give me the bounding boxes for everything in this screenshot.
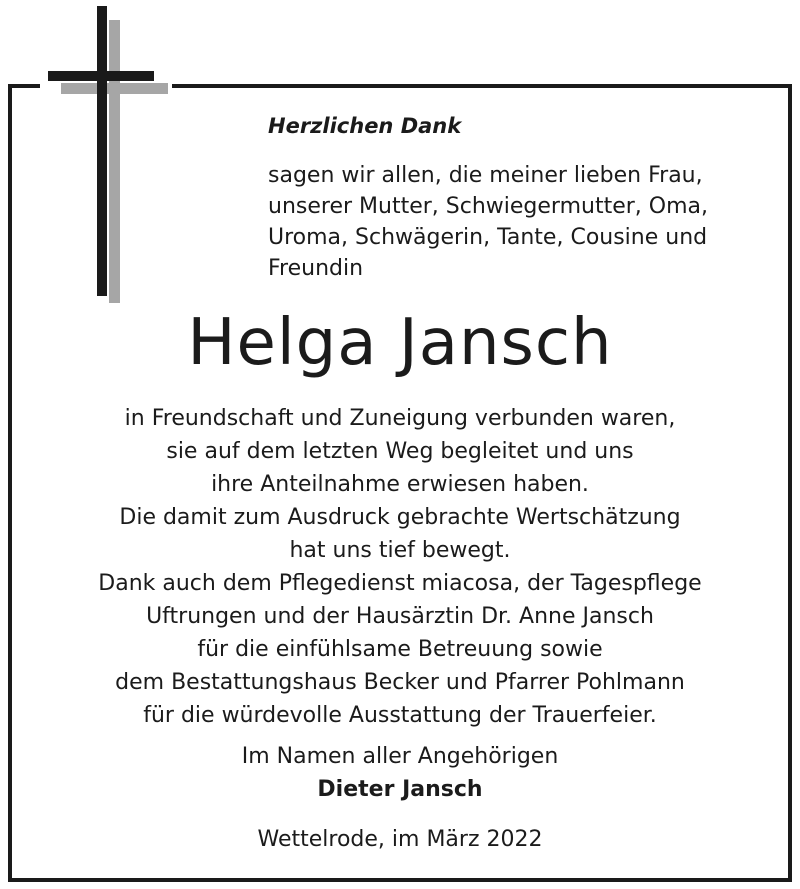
paragraph-line: Dank auch dem Pflegedienst miacosa, der Tagespflege (98, 571, 702, 596)
paragraph-line: in Freundschaft und Zuneigung verbunden waren, (124, 406, 676, 431)
paragraph-line: dem Bestattungshaus Becker und Pfarrer Pohlmann (115, 670, 685, 695)
paragraph-line: für die würdevolle Ausstattung der Trauerfeier. (143, 703, 657, 728)
signer-name: Dieter Jansch (317, 777, 483, 802)
paragraph-line: ihre Anteilnahme erwiesen haben. (211, 472, 589, 497)
intro-line: Freundin (268, 256, 364, 281)
sign-off: Im Namen aller Angehörigen (241, 744, 559, 769)
deceased-name: Helga Jansch (187, 306, 613, 380)
paragraph-line: für die einfühlsame Betreuung sowie (197, 637, 603, 662)
intro-line: unserer Mutter, Schwiegermutter, Oma, (268, 194, 708, 219)
paragraph-line: Die damit zum Ausdruck gebrachte Wertschätzung (119, 505, 681, 530)
intro-line: sagen wir allen, die meiner lieben Frau, (268, 163, 703, 188)
cross-shadow-vertical (109, 20, 120, 303)
heading: Herzlichen Dank (268, 114, 462, 138)
thanks-paragraph (0, 402, 800, 567)
acknowledgement-paragraph (0, 567, 800, 732)
cross-shadow-horizontal (61, 83, 168, 94)
cross-icon (0, 0, 180, 310)
paragraph-line: Uftrungen und der Hausärztin Dr. Anne Jansch (146, 604, 654, 629)
cross-vertical-bar (97, 6, 107, 296)
cross-horizontal-bar (48, 71, 154, 81)
intro-text (268, 160, 793, 284)
intro-line: Uroma, Schwägerin, Tante, Cousine und (268, 225, 708, 250)
paragraph-line: hat uns tief bewegt. (289, 538, 511, 563)
paragraph-line: sie auf dem letzten Weg begleitet und uns (166, 439, 634, 464)
signature-block (0, 740, 800, 806)
place-date: Wettelrode, im März 2022 (257, 827, 543, 852)
